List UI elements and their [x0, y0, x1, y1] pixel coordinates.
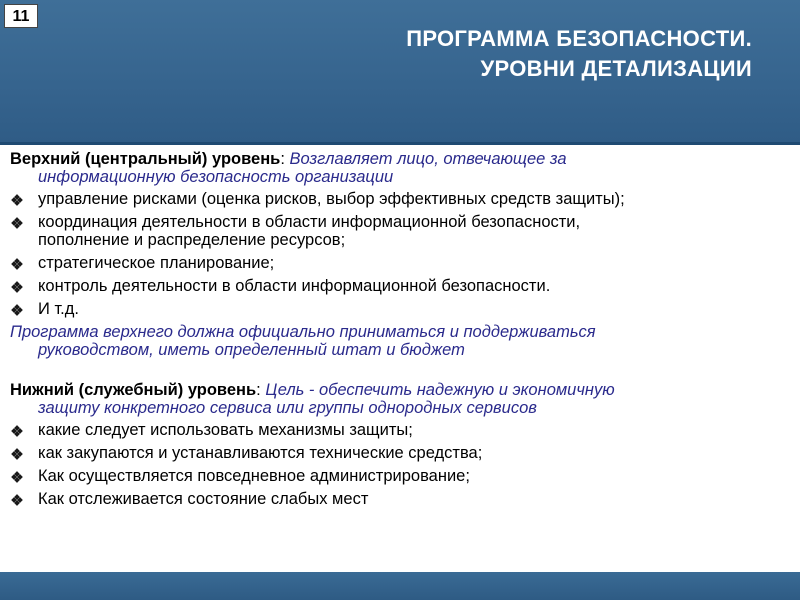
diamond-bullet-icon: [12, 259, 22, 269]
list-item: [0, 490, 800, 508]
footer-band: [0, 572, 800, 600]
list-item-text: контроль деятельности в области информационной безопасности.: [38, 277, 551, 295]
list-item: [0, 421, 800, 439]
list-item-text: стратегическое планирование;: [38, 254, 275, 272]
list-item-text: И т.д.: [38, 300, 79, 318]
list-item: [0, 277, 800, 295]
slide-title: [232, 24, 752, 84]
list-item-text: какие следует использовать механизмы защиты;: [38, 421, 413, 439]
list-item: [0, 300, 800, 318]
lower-level-separator: :: [256, 381, 261, 399]
diamond-bullet-icon: [12, 449, 22, 459]
list-item-text: Как отслеживается состояние слабых мест: [38, 490, 369, 508]
list-item: [0, 254, 800, 272]
lower-level-label: Нижний (служебный) уровень: [10, 381, 257, 399]
list-item-text: координация деятельности в области информационной безопасности,: [38, 213, 581, 231]
list-item-text: управление рисками (оценка рисков, выбор эффективных средств защиты);: [38, 190, 625, 208]
lower-level-desc-1: Цель - обеспечить надежную и экономичную: [265, 381, 615, 399]
header-divider: [0, 142, 800, 145]
diamond-bullet-icon: [12, 282, 22, 292]
diamond-bullet-icon: [12, 218, 22, 228]
upper-level-note: [0, 323, 800, 359]
lower-level-desc-2: защиту конкретного сервиса или группы однородных сервисов: [38, 399, 537, 417]
diamond-bullet-icon: [12, 495, 22, 505]
upper-level-separator: :: [280, 150, 285, 168]
list-item: [0, 444, 800, 462]
upper-level-note-1: Программа верхнего должна официально приниматься и поддерживаться: [10, 323, 596, 341]
lower-level-heading: [0, 381, 800, 417]
upper-level-label: Верхний (центральный) уровень: [10, 150, 281, 168]
diamond-bullet-icon: [12, 472, 22, 482]
list-item: [0, 190, 800, 208]
list-item-text: Как осуществляется повседневное администрирование;: [38, 467, 470, 485]
upper-level-note-2: руководством, иметь определенный штат и бюджет: [38, 341, 465, 359]
diamond-bullet-icon: [12, 426, 22, 436]
diamond-bullet-icon: [12, 195, 22, 205]
lower-level-bullets: [0, 421, 800, 508]
upper-level-heading: [0, 150, 800, 186]
list-item-text: как закупаются и устанавливаются технические средства;: [38, 444, 483, 462]
list-item: [0, 467, 800, 485]
upper-level-bullets: [0, 190, 800, 318]
list-item-text-cont: пополнение и распределение ресурсов;: [38, 231, 346, 249]
diamond-bullet-icon: [12, 305, 22, 315]
slide-number: 11: [4, 4, 38, 28]
upper-level-desc-2: информационную безопасность организации: [38, 168, 394, 186]
slide-title-line-1: ПРОГРАММА БЕЗОПАСНОСТИ.: [406, 26, 752, 51]
slide-title-line-2: УРОВНИ ДЕТАЛИЗАЦИИ: [480, 56, 752, 81]
upper-level-desc-1: Возглавляет лицо, отвечающее за: [289, 150, 567, 168]
list-item: [0, 213, 800, 249]
slide-content: [0, 150, 800, 513]
